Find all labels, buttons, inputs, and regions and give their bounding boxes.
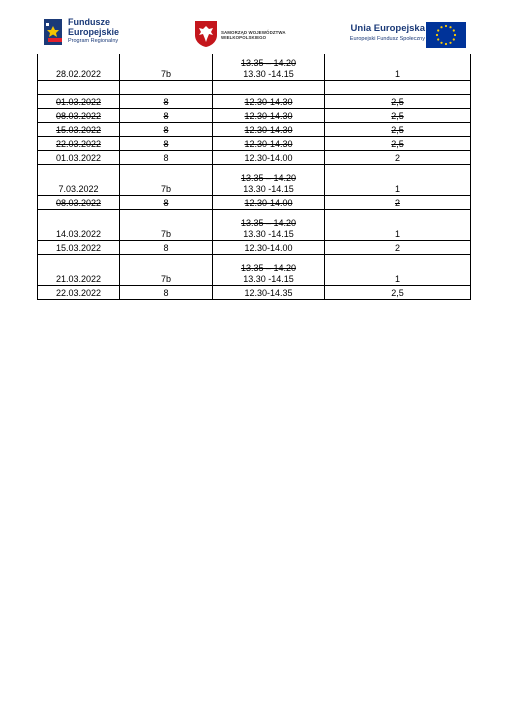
table-row (38, 210, 471, 241)
hours-cell (325, 196, 471, 210)
class-cell-text: 8 (163, 111, 169, 121)
page-header (0, 0, 530, 55)
time-text: 12.30-14.00 (244, 198, 293, 208)
unia-europejska-logo (345, 20, 470, 48)
hours-cell (325, 123, 471, 137)
class-cell (120, 109, 213, 123)
ue-logo-line1: Unia Europejska (350, 23, 425, 34)
class-cell (120, 95, 213, 109)
date-cell-text: 21.03.2022 (55, 274, 102, 284)
hours-cell (325, 241, 471, 255)
date-cell-text: 28.02.2022 (55, 69, 102, 79)
class-cell-text: 8 (163, 125, 169, 135)
time-cell (213, 286, 325, 300)
time-text: 13.30 -14.15 (243, 69, 294, 79)
class-cell-text: 8 (163, 243, 169, 253)
time-cell (213, 210, 325, 241)
hours-cell (325, 210, 471, 241)
fundusze-europejskie-logo (44, 17, 154, 49)
date-cell (38, 241, 120, 255)
fe-logo-line2: Europejskie (68, 27, 120, 37)
hours-cell-text: 2 (394, 153, 400, 163)
class-cell (120, 123, 213, 137)
class-cell (120, 137, 213, 151)
date-cell (38, 109, 120, 123)
date-cell (38, 286, 120, 300)
table-row (38, 241, 471, 255)
fe-logo-line1: Fundusze (68, 17, 110, 27)
class-cell (120, 255, 213, 286)
time-text: 13.30 -14.15 (243, 274, 294, 284)
time-cell (213, 81, 325, 95)
class-cell (120, 151, 213, 165)
class-cell (120, 165, 213, 196)
table-row (38, 109, 471, 123)
original-time-text: 13.35 – 14.20 (240, 173, 297, 183)
hours-cell-text: 1 (394, 184, 400, 194)
time-text: 12.30-14.35 (244, 288, 293, 298)
sw-logo-line1: SAMORZĄD WOJEWÓDZTWA (221, 30, 286, 35)
table-row (38, 81, 471, 95)
table-row (38, 151, 471, 165)
hours-cell-text: 2,5 (391, 97, 404, 107)
date-cell-text: 01.03.2022 (55, 97, 102, 107)
class-cell-text: 8 (163, 139, 169, 149)
original-time-text: 13.35 – 14.20 (240, 58, 297, 68)
date-cell (38, 81, 120, 95)
time-text: 12.30-14.30 (244, 111, 293, 121)
table-row (38, 123, 471, 137)
ue-logo-line2: Europejski Fundusz Społeczny (349, 36, 425, 42)
fe-logo-line3: Program Regionalny (68, 38, 119, 44)
date-cell-text: 15.03.2022 (55, 125, 102, 135)
hours-cell (325, 95, 471, 109)
time-cell (213, 123, 325, 137)
time-text: 12.30-14.00 (244, 153, 293, 163)
date-cell (38, 255, 120, 286)
time-cell (213, 54, 325, 81)
class-cell (120, 196, 213, 210)
date-cell-text: 22.03.2022 (55, 139, 102, 149)
original-time-text: 13.35 – 14.20 (240, 263, 297, 273)
date-cell (38, 165, 120, 196)
hours-cell-text: 1 (394, 69, 400, 79)
hours-cell-text: 2 (394, 198, 400, 208)
date-cell-text: 15.03.2022 (55, 243, 102, 253)
hours-cell-text: 2,5 (391, 125, 404, 135)
class-cell-text: 8 (163, 97, 169, 107)
time-cell (213, 109, 325, 123)
table-row (38, 95, 471, 109)
sw-logo-line2: WIELKOPOLSKIEGO (221, 35, 267, 40)
hours-cell (325, 151, 471, 165)
date-cell (38, 151, 120, 165)
class-cell (120, 210, 213, 241)
time-cell (213, 255, 325, 286)
class-cell-text: 7b (160, 69, 171, 79)
date-cell (38, 54, 120, 81)
date-cell-text: 01.03.2022 (55, 153, 102, 163)
time-cell (213, 196, 325, 210)
time-text: 13.30 -14.15 (243, 229, 294, 239)
date-cell-text: 22.03.2022 (55, 288, 102, 298)
time-cell (213, 137, 325, 151)
time-cell (213, 241, 325, 255)
class-cell-text: 8 (163, 198, 169, 208)
hours-cell (325, 286, 471, 300)
hours-cell (325, 81, 471, 95)
class-cell-text: 7b (160, 229, 171, 239)
hours-cell-text: 2,5 (391, 111, 404, 121)
time-text: 12.30-14.30 (244, 97, 293, 107)
date-cell (38, 95, 120, 109)
samorzad-logo (194, 20, 299, 50)
date-cell (38, 123, 120, 137)
hours-cell-text: 2 (394, 243, 400, 253)
time-text: 12.30-14.30 (244, 139, 293, 149)
class-cell (120, 54, 213, 81)
date-cell (38, 137, 120, 151)
class-cell (120, 81, 213, 95)
hours-cell (325, 165, 471, 196)
date-cell-text: 08.03.2022 (55, 111, 102, 121)
table-row (38, 255, 471, 286)
date-cell-text: 7.03.2022 (58, 184, 99, 194)
hours-cell-text: 2,5 (391, 139, 404, 149)
eu-flag-icon (426, 22, 466, 48)
coat-of-arms-icon (194, 20, 218, 48)
class-cell-text: 8 (163, 153, 169, 163)
date-cell-text: 08.03.2022 (55, 198, 102, 208)
time-text: 13.30 -14.15 (243, 184, 294, 194)
hours-cell (325, 137, 471, 151)
date-cell (38, 196, 120, 210)
hours-cell (325, 54, 471, 81)
time-cell (213, 95, 325, 109)
hours-cell-text: 1 (394, 229, 400, 239)
time-text: 12.30-14.00 (244, 243, 293, 253)
class-cell (120, 286, 213, 300)
schedule-table (37, 54, 471, 300)
hours-cell (325, 109, 471, 123)
table-row (38, 165, 471, 196)
hours-cell-text: 2,5 (391, 288, 404, 298)
table-row (38, 286, 471, 300)
table-row (38, 196, 471, 210)
table-row (38, 137, 471, 151)
fe-emblem-icon (44, 17, 66, 47)
table-row (38, 54, 471, 81)
class-cell (120, 241, 213, 255)
time-cell (213, 165, 325, 196)
date-cell (38, 210, 120, 241)
hours-cell-text: 1 (394, 274, 400, 284)
class-cell-text: 8 (163, 288, 169, 298)
class-cell-text: 7b (160, 184, 171, 194)
time-cell (213, 151, 325, 165)
original-time-text: 13.35 – 14.20 (240, 218, 297, 228)
time-text: 12.30-14.30 (244, 125, 293, 135)
hours-cell (325, 255, 471, 286)
date-cell-text: 14.03.2022 (55, 229, 102, 239)
class-cell-text: 7b (160, 274, 171, 284)
